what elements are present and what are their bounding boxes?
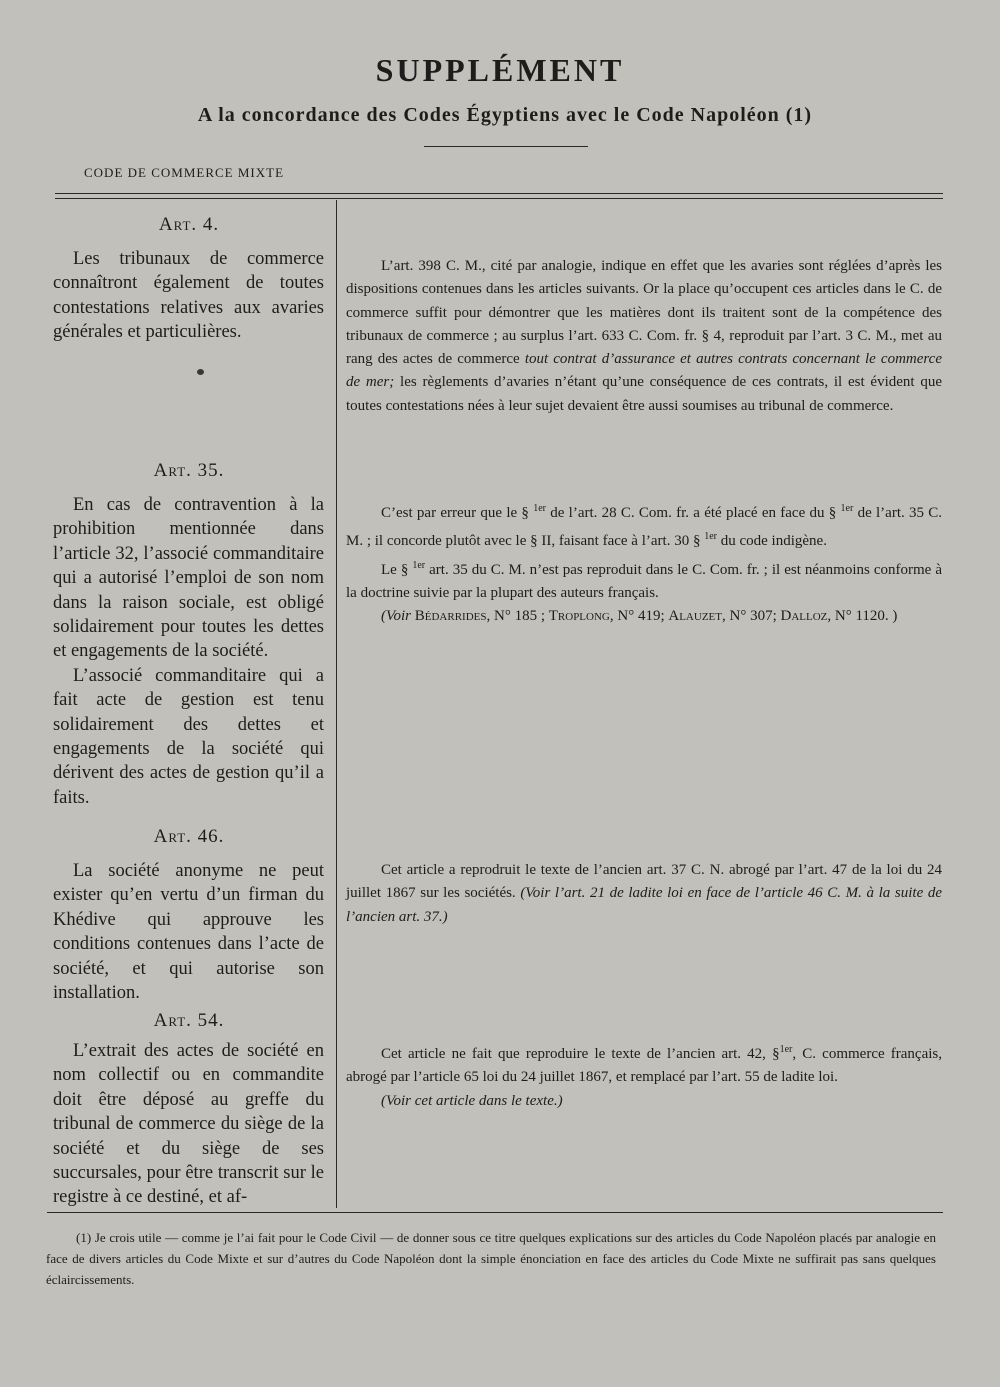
superscript: 1er xyxy=(840,503,854,514)
article-label: Art. xyxy=(153,1010,192,1031)
article-paragraph: La société anonyme ne peut exister qu’en vertu d’un firman du Khédive qui approuve les conditions contenues dans l’acte de société, et qui autorise son installation. xyxy=(53,861,324,1004)
article-46-heading xyxy=(56,826,322,848)
article-4-text xyxy=(53,247,324,345)
article-label: Art. xyxy=(153,460,192,481)
commentary-art-46 xyxy=(346,859,942,929)
article-paragraph: L’associé commanditaire qui a fait acte de gestion est tenu solidairement des dettes et engagements de la société qui dérivent des actes de gestion qu’il a faits. xyxy=(53,665,324,808)
footnote-text: (1) Je crois utile — comme je l’ai fait pour le Code Civil — de donner sous ce titre quelques explications sur des articles du Code Napoléon placés par analogie en face de divers articles du Code Mixte et sur d’autres du Code Napoléon dont la simple énonciation en face des articles du Code Mixte ne suffirait pas sans quelques éclaircissements. xyxy=(46,1230,936,1287)
commentary-text: de l’art. 35 C. M. ; il concorde plutôt avec le § II, faisant face à l’art. 30 § xyxy=(346,505,943,550)
commentary-italic: (Voir l’art. 21 de ladite loi en face de l’article 46 C. M. à la suite de l’ancien art. 37.) xyxy=(346,885,942,925)
article-number: 54. xyxy=(197,1010,225,1031)
article-46-text xyxy=(53,859,324,1005)
article-number: 46. xyxy=(197,826,225,847)
superscript: 1er xyxy=(704,531,717,543)
commentary-text: L’art. 398 C. M., cité par analogie, indique en effet que les avaries sont réglées d’après les dispositions contenues dans les articles suivants. Or la place qu’occupent ces articles dans le C. de commerce suffit pour démontrer que les matières dont ils traitent sont de la compétence des tribunaux de commerce ; au surplus l’art. 633 C. Com. fr. § 4, reproduit par l’art. 3 C. M., met au rang des actes de commerce xyxy=(346,258,942,368)
section-label: CODE DE COMMERCE MIXTE xyxy=(84,165,285,180)
author-name: Dalloz xyxy=(780,608,828,625)
superscript: 1er xyxy=(779,1044,793,1055)
article-label: Art. xyxy=(158,214,198,235)
commentary-art-54 xyxy=(346,1038,942,1113)
column-divider xyxy=(336,200,337,1208)
article-paragraph: Les tribunaux de commerce connaîtront également de toutes contestations relatives aux avaries générales et particulières. xyxy=(53,249,324,343)
article-number: 35. xyxy=(197,460,225,481)
citation-number: , N° 185 ; xyxy=(486,608,549,625)
author-name: Troplong xyxy=(548,608,610,625)
footnote-rule xyxy=(47,1212,943,1213)
article-paragraph: En cas de contravention à la prohibition mentionnée dans l’article 32, l’associé commanditaire qui a autorisé l’emploi de son nom dans la raison sociale, est obligé solidairement pour toutes les dettes et engagements de la société. xyxy=(53,495,324,662)
commentary-text: du code indigène. xyxy=(720,533,827,550)
header-double-rule xyxy=(55,193,943,199)
citation-number: , N° 307; xyxy=(721,608,781,625)
author-name: Bédarrides xyxy=(414,608,487,625)
commentary-text: Cet article a reprodruit le texte de l’ancien art. 37 C. N. abrogé par l’art. 47 de la loi du 24 juillet 1867 sur les sociétés. xyxy=(346,862,942,902)
commentary-text: C’est par erreur que le § xyxy=(381,505,529,521)
article-label: Art. xyxy=(153,826,192,847)
article-number: 4. xyxy=(202,214,220,235)
commentary-text: Le § xyxy=(381,561,409,578)
ink-mark xyxy=(197,369,204,375)
commentary-text: les règlements d’avaries n’étant qu’une conséquence de ces contrats, il est évident que toutes contestations nées à leur sujet devaient être aussi soumises au tribunal de commerce. xyxy=(346,374,943,414)
article-35-text xyxy=(53,493,324,810)
commentary-text: de l’art. 28 C. Com. fr. a été placé en face du § xyxy=(550,505,837,521)
title-divider xyxy=(424,146,588,147)
article-paragraph: L’extrait des actes de société en nom collectif ou en commandite doit être déposé au greffe du tribunal de commerce du siège de la société et du siège de ses succursales, pour être transcrit sur le registre à ce destiné, et af- xyxy=(53,1041,324,1208)
voir-text: Voir xyxy=(386,608,412,625)
article-54-text xyxy=(53,1039,324,1210)
commentary-text: art. 35 du C. M. n’est pas reproduit dans le C. Com. fr. ; il est néanmoins conforme à la doctrine suivie par la plupart des auteurs français. xyxy=(346,561,943,601)
citation-number: , N° 1120. ) xyxy=(827,608,898,625)
article-54-heading xyxy=(56,1010,322,1032)
author-name: Alauzet xyxy=(668,608,722,625)
commentary-italic: tout contrat d’assurance et autres contrats concernant le commerce de mer; xyxy=(346,351,943,391)
bracket: ( xyxy=(381,608,386,625)
article-35-heading xyxy=(56,460,322,482)
commentary-art-35 xyxy=(346,497,942,628)
page-subtitle: A la concordance des Codes Égyptiens avec le Code Napoléon (1) xyxy=(197,104,813,126)
commentary-text: Cet article ne fait que reproduire le texte de l’ancien art. 42, § xyxy=(381,1046,780,1062)
commentary-art-4 xyxy=(346,255,942,418)
commentary-text: , C. commerce français, abrogé par l’article 65 loi du 24 juillet 1867, et remplacé par l’art. 55 de ladite loi. xyxy=(346,1046,942,1086)
page-title: SUPPLÉMENT xyxy=(375,52,625,88)
superscript: 1er xyxy=(533,503,546,514)
footnote xyxy=(46,1227,936,1290)
article-4-heading xyxy=(56,214,322,236)
superscript: 1er xyxy=(412,559,426,571)
commentary-italic: (Voir cet article dans le texte.) xyxy=(381,1092,563,1109)
citation-number: , N° 419; xyxy=(609,608,669,625)
